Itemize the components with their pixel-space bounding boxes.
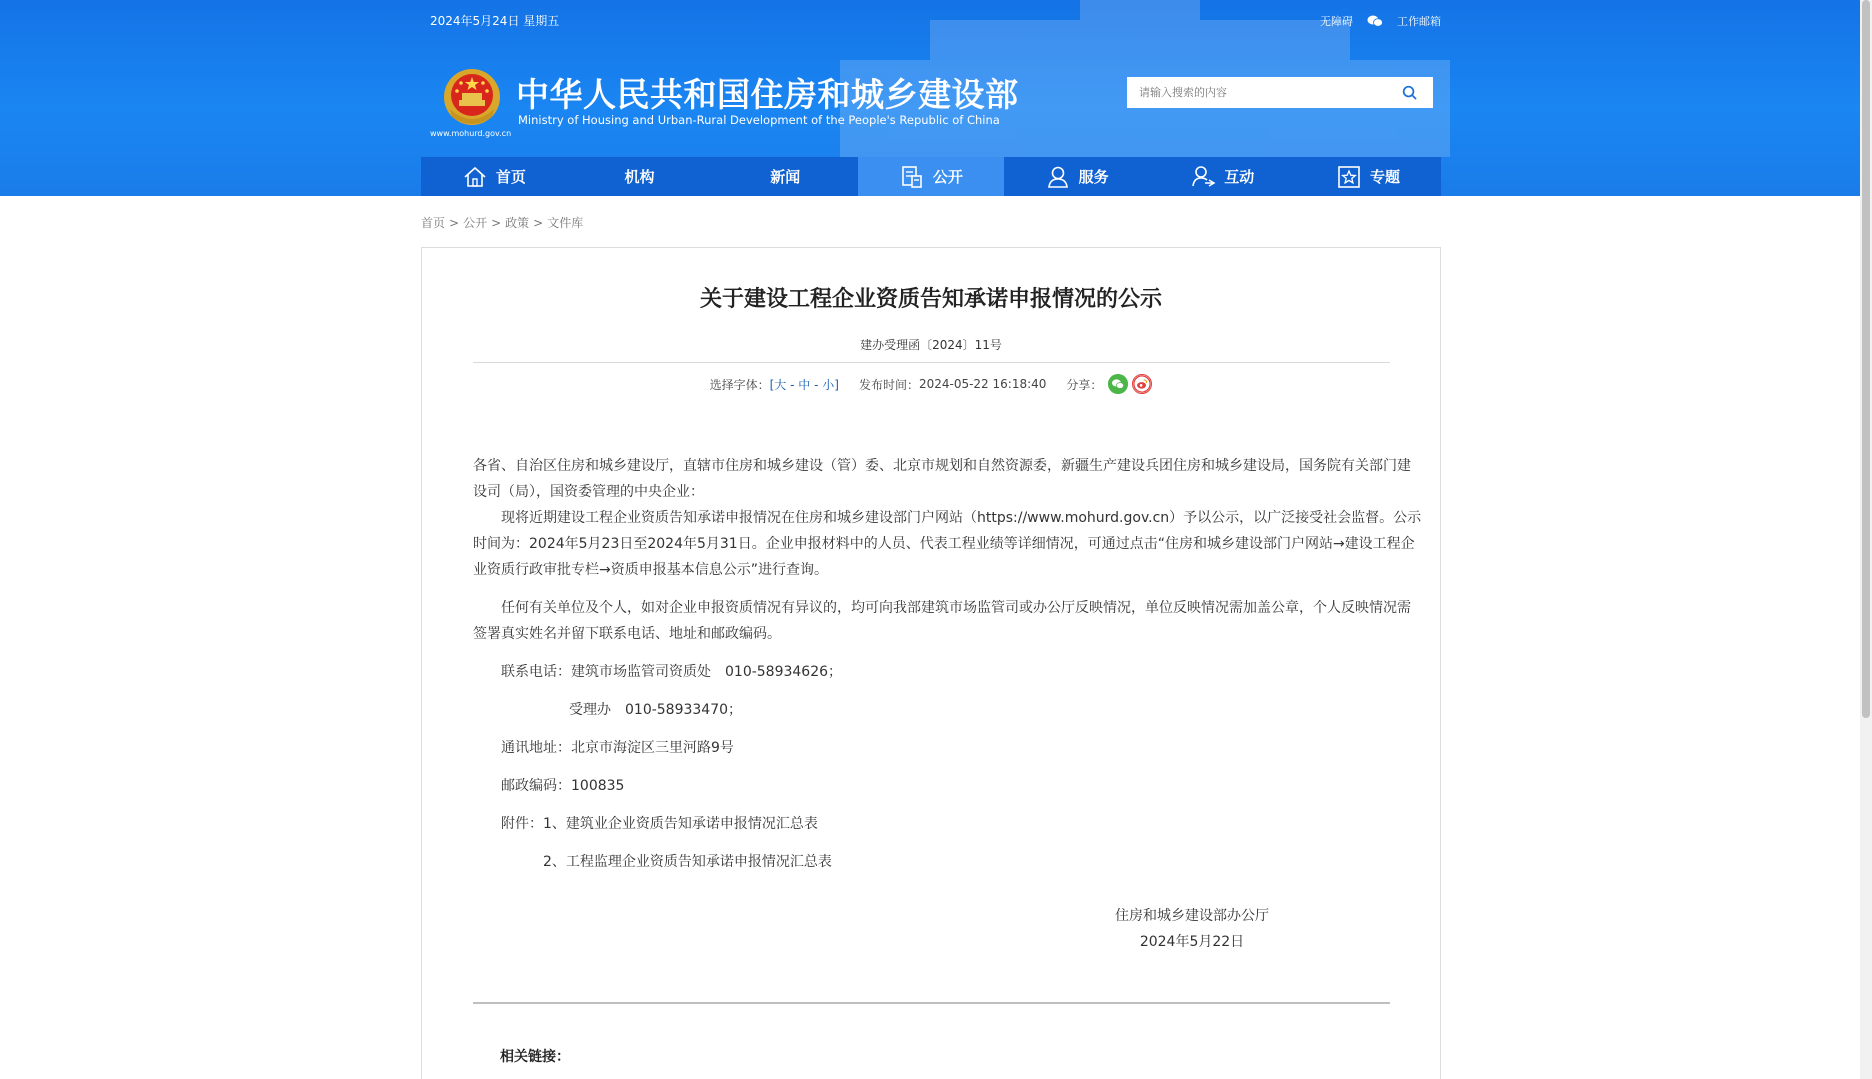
document-icon <box>899 164 925 190</box>
site-subtitle: Ministry of Housing and Urban-Rural Development of the People's Republic of China <box>518 113 1000 127</box>
paragraph-line: 设司（局），国资委管理的中央企业： <box>473 484 704 500</box>
font-bracket-close: ] <box>834 377 839 392</box>
breadcrumb-file-library[interactable]: 文件库 <box>547 216 584 230</box>
interaction-icon <box>1190 164 1216 190</box>
site-header <box>0 0 1860 196</box>
paragraph-line: 任何有关单位及个人，如对企业申报资质情况有异议的，均可向我部建筑市场监管司或办公厅反映情况，单位反映情况需加盖公章，个人反映情况需 <box>501 600 1411 616</box>
divider <box>473 362 1390 363</box>
breadcrumb-public[interactable]: 公开 <box>463 216 488 230</box>
sign-date: 2024年5月22日 <box>1139 934 1245 950</box>
nav-item-topics[interactable] <box>1295 157 1441 196</box>
article-meta <box>422 374 1440 394</box>
signer: 住房和城乡建设部办公厅 <box>1115 908 1269 924</box>
breadcrumb-home[interactable]: 首页 <box>421 216 446 230</box>
star-icon <box>1336 164 1362 190</box>
article-container <box>421 247 1441 1079</box>
search-icon[interactable] <box>1402 85 1417 100</box>
site-url: www.mohurd.gov.cn <box>430 129 512 138</box>
site-title[interactable]: 中华人民共和国住房和城乡建设部 <box>516 75 1019 114</box>
share-label: 分享： <box>1066 377 1103 392</box>
divider <box>473 1002 1390 1004</box>
nav-item-interaction[interactable] <box>1149 157 1295 196</box>
scrollbar-thumb[interactable] <box>1862 0 1870 718</box>
nav-item-public[interactable] <box>858 157 1004 196</box>
search-input[interactable] <box>1127 77 1387 108</box>
paragraph-line: 各省、自治区住房和城乡建设厅，直辖市住房和城乡建设（管）委、北京市规划和自然资源委，新疆生产建设兵团住房和城乡建设局，国务院有关部门建 <box>473 458 1411 474</box>
scrollbar[interactable] <box>1860 0 1872 1079</box>
nav-label: 首页 <box>495 168 526 186</box>
font-large-button[interactable]: 大 <box>774 377 787 392</box>
paragraph-line: 现将近期建设工程企业资质告知承诺申报情况在住房和城乡建设部门户网站（https://www.mohurd.gov.cn）予以公示，以广泛接受社会监督。公示 <box>501 510 1422 526</box>
font-size-selector <box>770 376 839 393</box>
contact-phone-2: 受理办 010-58933470； <box>569 702 743 718</box>
wechat-icon[interactable] <box>1367 15 1383 27</box>
article-title: 关于建设工程企业资质告知承诺申报情况的公示 <box>699 287 1162 312</box>
main-nav <box>421 157 1441 196</box>
user-service-icon <box>1045 164 1071 190</box>
paragraph-line: 时间为：2024年5月23日至2024年5月31日。企业申报材料中的人员、代表工程业绩等详细情况，可通过点击“住房和城乡建设部门户网站→建设工程企 <box>473 536 1415 552</box>
font-separator: - <box>786 377 799 392</box>
home-icon <box>462 164 488 190</box>
mailing-address: 通讯地址：北京市海淀区三里河路9号 <box>501 740 734 756</box>
paragraph-line: 签署真实姓名并留下联系电话、地址和邮政编码。 <box>473 626 781 642</box>
font-separator: - <box>810 377 823 392</box>
weibo-share-icon[interactable] <box>1132 374 1152 394</box>
nav-item-news[interactable] <box>712 157 858 196</box>
font-medium-button[interactable]: 中 <box>798 377 811 392</box>
breadcrumb: 首页 > 公开 > 政策 > 文件库 <box>421 216 584 230</box>
nav-label: 新闻 <box>770 168 801 186</box>
nav-item-service[interactable] <box>1004 157 1150 196</box>
work-mail-link[interactable]: 工作邮箱 <box>1397 15 1441 28</box>
breadcrumb-policy[interactable]: 政策 <box>505 216 530 230</box>
nav-label: 机构 <box>624 168 655 186</box>
nav-label: 服务 <box>1078 168 1109 186</box>
nav-item-organization[interactable] <box>567 157 713 196</box>
font-small-button[interactable]: 小 <box>822 377 835 392</box>
publish-time: 2024-05-22 16:18:40 <box>918 377 1047 391</box>
national-emblem-logo[interactable] <box>442 67 502 129</box>
postal-code: 邮政编码：100835 <box>501 778 625 794</box>
paragraph-line: 业资质行政审批专栏→资质申报基本信息公示”进行查询。 <box>473 562 828 578</box>
attachment-2[interactable]: 2、工程监理企业资质告知承诺申报情况汇总表 <box>543 854 832 870</box>
wechat-share-icon[interactable] <box>1108 374 1128 394</box>
nav-label: 公开 <box>932 168 963 186</box>
nav-label: 专题 <box>1369 168 1400 186</box>
nav-item-home[interactable] <box>421 157 567 196</box>
accessibility-link[interactable]: 无障碍 <box>1320 15 1353 28</box>
search-box <box>1127 77 1433 108</box>
related-links-label: 相关链接： <box>500 1049 570 1065</box>
publish-label: 发布时间： <box>858 377 919 392</box>
attachment-1[interactable]: 附件：1、建筑业企业资质告知承诺申报情况汇总表 <box>501 816 818 832</box>
document-number: 建办受理函〔2024〕11号 <box>860 338 1002 352</box>
font-bracket-open: [ <box>769 377 775 392</box>
contact-phone: 联系电话：建筑市场监管司资质处 010-58934626； <box>501 664 843 680</box>
nav-label: 互动 <box>1224 168 1255 186</box>
font-size-label: 选择字体： <box>709 377 770 392</box>
current-date: 2024年5月24日 星期五 <box>430 14 560 28</box>
